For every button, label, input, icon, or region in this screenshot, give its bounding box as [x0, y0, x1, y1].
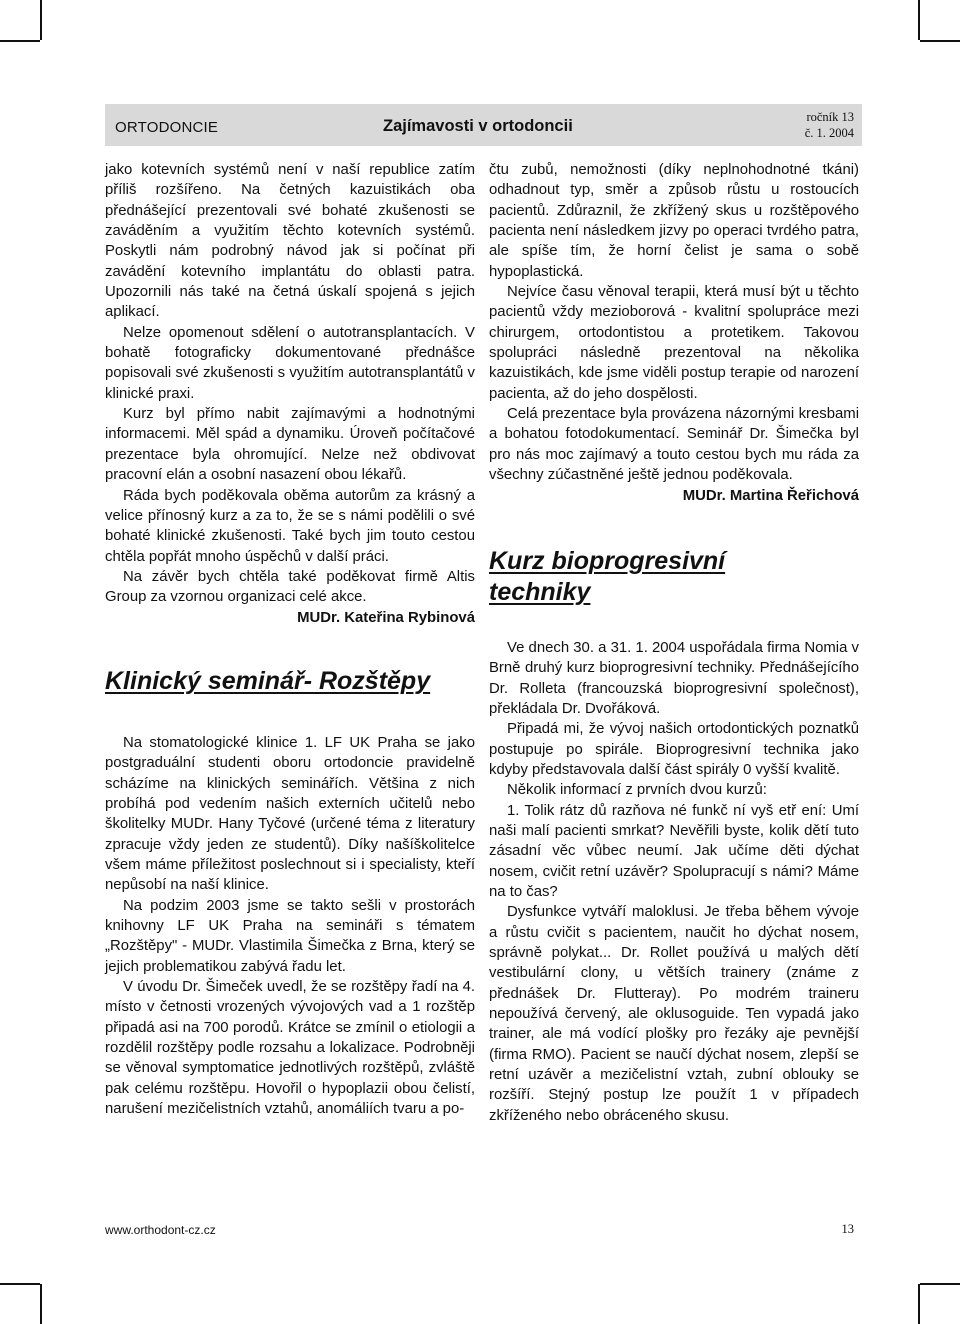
right-column — [489, 160, 859, 1126]
paragraph: Celá prezentace byla provázena názornými kresbami a bohatou fotodokumentací. Seminář Dr. Šimečka byl pro nás moc zajímavý a touto cestou bych mu ráda za všechny zúčastněné ještě jednou poděkovala. — [489, 406, 859, 484]
crop-mark — [920, 1283, 960, 1285]
paragraph: Na stomatologické klinice 1. LF UK Praha se jako postgraduální studenti oboru ortodoncie pravidelně scházíme na klinických seminářích. Většina z nich probíhá pod vedením našich externích učitelů nebo školitelky MUDr. Hany Tyčové (určené téma z literatury zpracuje vždy jeden ze studentů). Díky našíškolitelce všem máme příležitost poslechnout si i specialisty, kteří nepůsobí na naší klinice. — [105, 734, 475, 894]
paragraph: Dysfunkce vytváří maloklusi. Je třeba během vývoje a růstu cvičit s pacientem, naučit ho dýchat nosem, správně polykat... Dr. Rollet používá u malých dětí vestibulární clony, u větších trainery (známe z přednášek Dr. Flutteray). Po modrém traineru nepoužívá červený, ale oklusoguide. Ten vypadá jako trainer, ale má vodící plošky pro řezáky aje pevnější (firma RMO). Pacient se naučí dýchat nosem, zlepší se retní uzávěr a mezičelistní vztah, zubní oblouky se rozšíří. Stejný postup lze použít 1 v případech zkříženého nebo obráceného skusu. — [489, 904, 859, 1124]
crop-mark — [40, 1284, 42, 1324]
paragraph: čtu zubů, nemožnosti (díky neplnohodnotné tkáni) odhadnout typ, směr a způsob růstu u rostoucích pacientů. Zdůraznil, že zkřížený skus u rozštěpového pacienta není následkem jizvy po operaci tvrdého patra, ale spíše tím, že horní čelist je sama o sobě hypoplastická. — [489, 162, 859, 280]
article-title: Klinický seminář- Rozštěpy — [105, 666, 431, 695]
paragraph: Připadá mi, že vývoj našich ortodontických poznatků postupuje po spirále. Bioprogresivní technika jako kdyby představovala další část spirály 0 vyšší kvalitě. — [489, 721, 859, 778]
author-signature: MUDr. Kateřina Rybinová — [297, 609, 475, 626]
header-issue: č. 1. 2004 — [804, 126, 854, 140]
crop-mark — [918, 0, 920, 40]
paragraph: V úvodu Dr. Šimeček uvedl, že se rozštěpy řadí na 4. místo v četnosti vrozených vývojových vad a 1 rozštěp připadá asi na 700 porodů. Krátce se zmínil o etiologii a rozdělil rozštěpy podle rozsahu a lokalizace. Podrobněji se věnoval symptomatice jednotlivých rozštěpů, zvláště pak celému rozštěpu. Hovořil o hypoplazii obou čelistí, narušení mezičelistních vztahů, anomáliích tvaru a po- — [105, 979, 475, 1118]
author-signature: MUDr. Martina Řeřichová — [682, 487, 859, 504]
paragraph: Nejvíce času věnoval terapii, která musí být u těchto pacientů vždy mezioborová - kvalitní spolupráce mezi chirurgem, ortodontistou a protetikem. Takovou spolupráci následně prezentoval na několika kazuistikách, kde jsme viděli postup terapie od narození pacienta, až do jeho dospělosti. — [489, 284, 859, 402]
header-title: Zajímavosti v ortodoncii — [383, 117, 573, 135]
paragraph: Ve dnech 30. a 31. 1. 2004 uspořádala firma Nomia v Brně druhý kurz bioprogresivní techniky. Přednášejícího Dr. Rolleta (francouzská bioprogresivní společnost), překládala Dr. Dvořáková. — [489, 639, 859, 717]
crop-mark — [0, 40, 40, 42]
paragraph: jako kotevních systémů není v naší republice zatím příliš rozšířeno. Na četných kazuistikách oba přednášející prezentovali své bohaté zkušenosti se zaváděním a využitím těchto kotevních systémů. Poskytli nám podrobný návod jak si počínat při zavádění kotevního implantátu do oblasti patra. Upozornili nás také na četná úskalí spojená s jejich aplikací. — [105, 162, 475, 321]
paragraph: Nelze opomenout sdělení o autotransplantacích. V bohatě fotograficky dokumentované přednášce popisovali své zkušenosti s využitím autotransplantátů v klinické praxi. — [105, 324, 475, 402]
footer-page-number: 13 — [841, 1222, 854, 1236]
crop-mark — [40, 0, 42, 40]
left-column — [105, 160, 475, 1119]
paragraph: Několik informací z prvních dvou kurzů: — [507, 782, 767, 799]
paragraph: Ráda bych poděkovala oběma autorům za krásný a velice přínosný kurz a za to, že se s námi podělili o své bohaté klinické zkušenosti. Také bych jim touto cestou chtěla popřát mnoho úspěchů v další práci. — [105, 487, 475, 565]
footer-website: www.orthodont-cz.cz — [105, 1223, 216, 1237]
header-issue-info — [805, 109, 854, 141]
crop-mark — [0, 1283, 40, 1285]
paragraph: Kurz byl přímo nabit zajímavými a hodnotnými informacemi. Měl spád a dynamiku. Úroveň počítačové prezentace byla ohromující. Nelze než obdivovat pracovní elán a osobní nasazení obou lékařů. — [105, 406, 475, 484]
header-section: ORTODONCIE — [115, 119, 219, 136]
paragraph: Na podzim 2003 jsme se takto sešli v prostorách knihovny LF UK Praha na semináři s tématem „Rozštěpy" - MUDr. Vlastimila Šimečka z Brna, který se jejich problematikou zabývá řadu let. — [105, 897, 475, 975]
paragraph: Na závěr bych chtěla také poděkovat firmě Altis Group za vzornou organizaci celé akce. — [105, 568, 475, 606]
article-title: Kurz bioprogresivní techniky — [489, 546, 726, 606]
paragraph: 1. Tolik rátz dů razňova né funkč ní vyš etř ení: Umí naši malí pacienti smrkat? Nevěřili byste, kolik dětí tuto zásadní věc vůbec neumí. Jak učíme děti dýchat nosem, cvičit retní uzávěr? Spolupracují s námi? Máme na to čas? — [489, 802, 859, 900]
crop-mark — [920, 40, 960, 42]
running-header — [105, 104, 862, 146]
header-volume: ročník 13 — [806, 110, 854, 124]
crop-mark — [918, 1284, 920, 1324]
